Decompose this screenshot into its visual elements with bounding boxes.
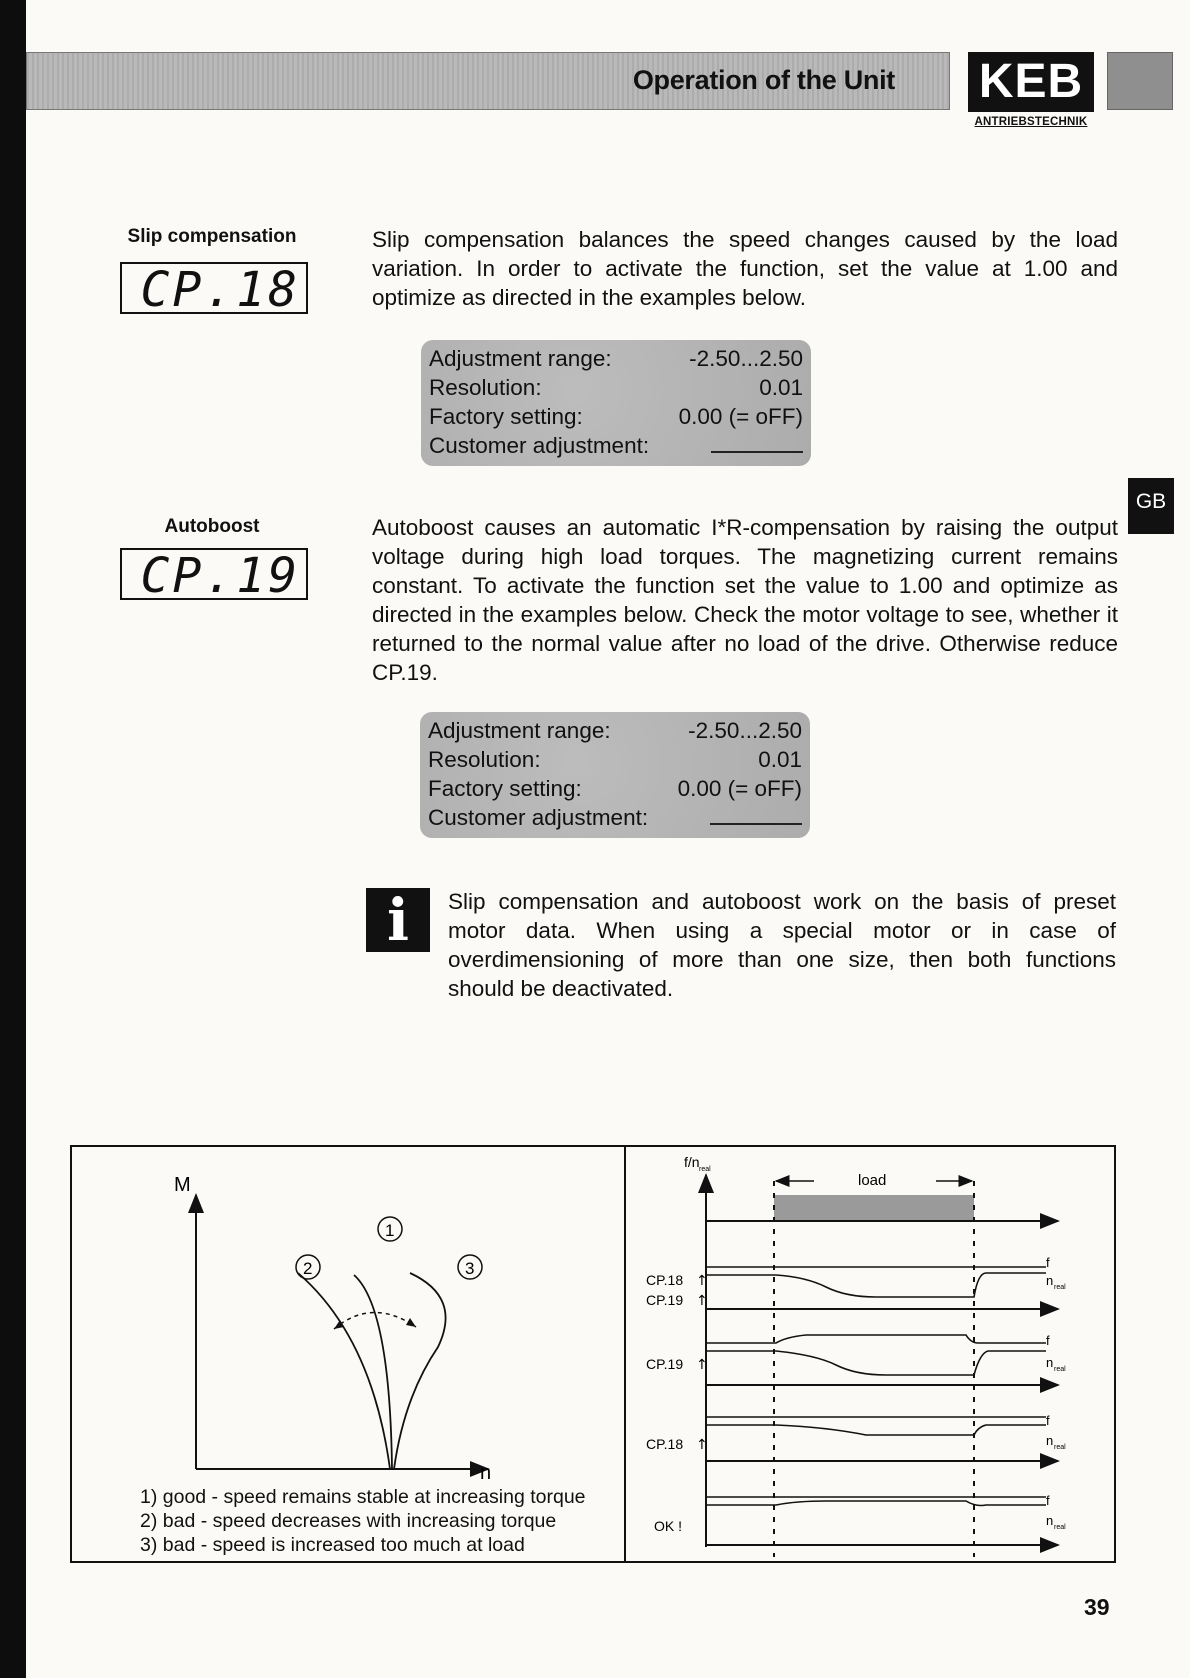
- page-title: Operation of the Unit: [632, 65, 895, 95]
- row2-n-label: n: [1046, 1355, 1054, 1370]
- timing-diagram: [626, 1147, 1118, 1563]
- param-label: Resolution:: [429, 375, 542, 400]
- row1-f-label: f: [1046, 1255, 1050, 1270]
- row2-n-sub: real: [1054, 1366, 1066, 1373]
- param-row: [429, 431, 803, 460]
- param-value: 0.01: [758, 747, 802, 772]
- curve-1: [354, 1275, 392, 1469]
- autoboost-param-box: [420, 712, 810, 838]
- logo-subtitle: ANTRIEBSTECHNIK: [974, 116, 1088, 128]
- row4-label: OK !: [654, 1518, 683, 1534]
- legend-item: 1) good - speed remains stable at increasing torque: [140, 1486, 586, 1508]
- row4-n-line: [706, 1501, 1046, 1506]
- param-value: -2.50...2.50: [689, 346, 803, 371]
- row4-n-sub: real: [1054, 1524, 1066, 1531]
- curve-2: [298, 1273, 390, 1469]
- up-arrow-icon: ↑: [696, 1357, 708, 1373]
- param-row: [428, 803, 802, 832]
- up-arrow-icon: ↑: [696, 1437, 708, 1453]
- keb-logo: [968, 52, 1094, 112]
- customer-blank: [711, 431, 803, 453]
- row3-n-label: n: [1046, 1433, 1054, 1448]
- load-label: load: [858, 1172, 887, 1189]
- row1-label-a: CP.18: [646, 1272, 684, 1288]
- slip-display-text: CP.18: [140, 262, 300, 318]
- curve-3: [394, 1273, 446, 1469]
- param-row: [428, 716, 802, 745]
- row1-n-label: n: [1046, 1273, 1054, 1288]
- up-arrow-icon: ↑: [696, 1273, 708, 1289]
- header-bar: [26, 52, 950, 110]
- param-label: Customer adjustment:: [429, 433, 650, 458]
- row1-label-b: CP.19: [646, 1292, 684, 1308]
- row4-n-label: n: [1046, 1513, 1054, 1528]
- param-row: [429, 402, 803, 431]
- figure-legend: [140, 1485, 586, 1557]
- logo-text: KEB: [978, 55, 1084, 108]
- param-label: Adjustment range:: [428, 718, 611, 743]
- param-value: -2.50...2.50: [688, 718, 802, 743]
- row3-n-line: [706, 1425, 1046, 1435]
- row3-f-label: f: [1046, 1413, 1050, 1428]
- marker-1-label: 1: [385, 1221, 395, 1240]
- page-spine: [0, 0, 26, 1678]
- param-value: 0.00 (= oFF): [677, 776, 802, 801]
- info-text: Slip compensation and autoboost work on the basis of preset motor data. When using a special motor or in case of overdimensioning of more than one size, then both functions should be deactivated.: [448, 889, 1116, 1001]
- marker-2-label: 2: [303, 1259, 313, 1278]
- row2-n-line: [706, 1351, 1046, 1375]
- param-value: 0.00 (= oFF): [678, 404, 803, 429]
- param-label: Factory setting:: [428, 776, 582, 801]
- row4-f-label: f: [1046, 1493, 1050, 1508]
- row2-f-line: [706, 1335, 1046, 1343]
- param-row: [428, 745, 802, 774]
- slip-description: Slip compensation balances the speed changes caused by the load variation. In order to activate the function, set the value at 1.00 and optimize as directed in the examples below.: [372, 227, 1118, 310]
- row1-n-line: [706, 1273, 1046, 1297]
- legend-item: 2) bad - speed decreases with increasing torque: [140, 1510, 557, 1532]
- customer-blank: [710, 803, 802, 825]
- row3-label: CP.18: [646, 1436, 684, 1452]
- page-number: 39: [1084, 1594, 1110, 1620]
- autoboost-display-text: CP.19: [140, 548, 300, 604]
- param-row: [428, 774, 802, 803]
- tf-axis-sub: real: [699, 1166, 711, 1173]
- info-icon: i: [366, 888, 430, 952]
- row2-f-label: f: [1046, 1333, 1050, 1348]
- up-arrow-icon: ↑: [696, 1293, 708, 1309]
- tf-axis-label: f/n: [684, 1154, 700, 1170]
- language-tab: GB: [1128, 478, 1174, 534]
- m-axis-label: M: [174, 1174, 191, 1196]
- n-axis-label: n: [480, 1462, 492, 1484]
- autoboost-description: Autoboost causes an automatic I*R-compensation by raising the output voltage during high load torques. The magnetizing current remains constant. To activate the function set the value to 1.00 and optimize as directed in the examples below. Check the motor voltage to see, whether it returned to the normal value after no load of the drive. Otherwise reduce CP.19.: [372, 515, 1118, 685]
- param-label: Customer adjustment:: [428, 805, 649, 830]
- row2-label: CP.19: [646, 1356, 684, 1372]
- param-label: Adjustment range:: [429, 346, 612, 371]
- param-label: Factory setting:: [429, 404, 583, 429]
- autoboost-label: Autoboost: [164, 516, 260, 537]
- marker-3-label: 3: [465, 1259, 475, 1278]
- legend-item: 3) bad - speed is increased too much at load: [140, 1534, 525, 1556]
- row1-n-sub: real: [1054, 1284, 1066, 1291]
- param-label: Resolution:: [428, 747, 541, 772]
- param-row: [429, 373, 803, 402]
- figure-frame: [70, 1145, 1116, 1563]
- slip-label: Slip compensation: [127, 226, 297, 247]
- load-bar: [774, 1195, 974, 1221]
- arc-arrow-right: [406, 1318, 416, 1327]
- param-value: 0.01: [759, 375, 803, 400]
- slip-display: [120, 262, 308, 318]
- header-end-block: [1107, 52, 1173, 110]
- slip-param-box: [421, 340, 811, 466]
- param-row: [429, 344, 803, 373]
- autoboost-display: [120, 548, 308, 604]
- row3-n-sub: real: [1054, 1444, 1066, 1451]
